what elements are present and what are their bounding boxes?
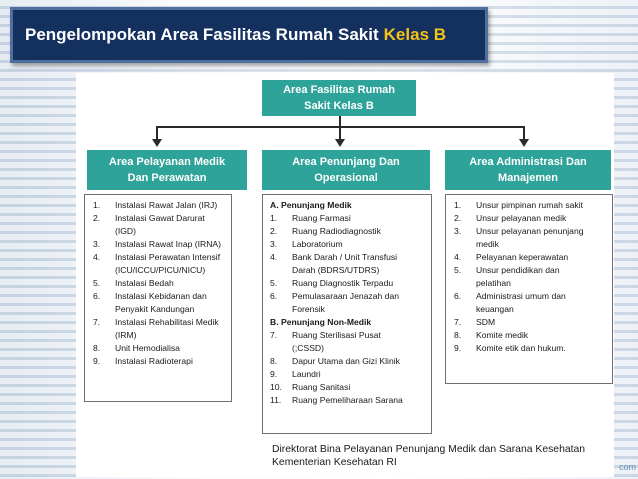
list-item: 7. Instalasi Rehabilitasi Medik [93, 317, 219, 327]
list-item: medik [476, 239, 499, 249]
list-item: 5. Ruang Diagnostik Terpadu [270, 278, 394, 288]
list-item: 8. Dapur Utama dan Gizi Klinik [270, 356, 400, 366]
list-item: 4. Instalasi Perawatan Intensif [93, 252, 221, 262]
medical-list [93, 199, 231, 368]
list-item: 4. Pelayanan keperawatan [454, 252, 569, 262]
list-item: 8. Komite medik [454, 330, 529, 340]
arrow-middle [335, 139, 345, 147]
top-box-line2: Sakit Kelas B [304, 100, 374, 112]
connector-right [523, 126, 525, 139]
list-item: (IRM) [115, 330, 137, 340]
list-item: Penyakit Kandungan [115, 304, 195, 314]
support-list-b [270, 329, 431, 407]
source-citation [272, 443, 626, 469]
list-item: 5. Instalasi Bedah [93, 278, 174, 288]
list-item: 8. Unit Hemodialisa [93, 343, 180, 353]
list-item: 7. SDM [454, 317, 496, 327]
list-item: Darah (BDRS/UTDRS) [292, 265, 380, 275]
list-item: 11. Ruang Pemeliharaan Sarana [270, 395, 403, 405]
list-item: 2. Unsur pelayanan medik [454, 213, 567, 223]
list-item: 2. Instalasi Gawat Darurat [93, 213, 205, 223]
list-item: (ICU/ICCU/PICU/NICU) [115, 265, 206, 275]
list-item: 1. Instalasi Rawat Jalan (IRJ) [93, 200, 218, 210]
list-item: (;CSSD) [292, 343, 324, 353]
list-item: 4. Bank Darah / Unit Transfusi [270, 252, 398, 262]
arrow-left [152, 139, 162, 147]
list-item: 3. Unsur pelayanan penunjang [454, 226, 584, 236]
source-line1: Direktorat Bina Pelayanan Penunjang Medik dan Sarana Kesehatan [272, 444, 586, 455]
list-item: 3. Laboratorium [270, 239, 343, 249]
top-box [262, 80, 416, 116]
slide-title-highlight: Kelas B [383, 25, 447, 44]
list-item: (IGD) [115, 226, 137, 236]
list-item: 1. Unsur pimpinan rumah sakit [454, 200, 583, 210]
source-line2: Kementerian Kesehatan RI [272, 457, 397, 468]
list-item: pelatihan [476, 278, 511, 288]
connector-middle [339, 126, 341, 139]
corner-watermark-text: com [618, 462, 636, 472]
column-box-support [262, 194, 432, 434]
slide-title: Pengelompokan Area Fasilitas Rumah Sakit [25, 25, 379, 44]
list-item: keuangan [476, 304, 514, 314]
subhead-nonmedical-support: B. Penunjang Non-Medik [270, 317, 372, 327]
column-box-admin [445, 194, 613, 384]
arrow-right [519, 139, 529, 147]
list-item: 7. Ruang Sterilisasi Pusat [270, 330, 381, 340]
list-item: 6. Instalasi Kebidanan dan [93, 291, 207, 301]
list-item: 9. Laundri [270, 369, 321, 379]
slide-title-bar [10, 7, 488, 63]
admin-list [454, 199, 612, 355]
list-item: 9. Komite etik dan hukum. [454, 343, 566, 353]
column-header-medical: Area Pelayanan Medik Dan Perawatan [87, 150, 247, 190]
list-item: 9. Instalasi Radioterapi [93, 356, 193, 366]
connector-left [156, 126, 158, 139]
list-item: 6. Pemulasaraan Jenazah dan [270, 291, 400, 301]
column-header-support: Area Penunjang Dan Operasional [262, 150, 430, 190]
column-header-admin: Area Administrasi Dan Manajemen [445, 150, 611, 190]
list-item: Forensik [292, 304, 325, 314]
list-item: 10. Ruang Sanitasi [270, 382, 351, 392]
list-item: 2. Ruang Radiodiagnostik [270, 226, 381, 236]
list-item: 6. Administrasi umum dan [454, 291, 566, 301]
list-item: 3. Instalasi Rawat Inap (IRNA) [93, 239, 222, 249]
subhead-medical-support: A. Penunjang Medik [270, 200, 352, 210]
support-list-a [270, 212, 431, 316]
list-item: 1. Ruang Farmasi [270, 213, 351, 223]
column-box-medical [84, 194, 232, 402]
list-item: 5. Unsur pendidikan dan [454, 265, 560, 275]
top-box-line1: Area Fasilitas Rumah [283, 84, 395, 96]
